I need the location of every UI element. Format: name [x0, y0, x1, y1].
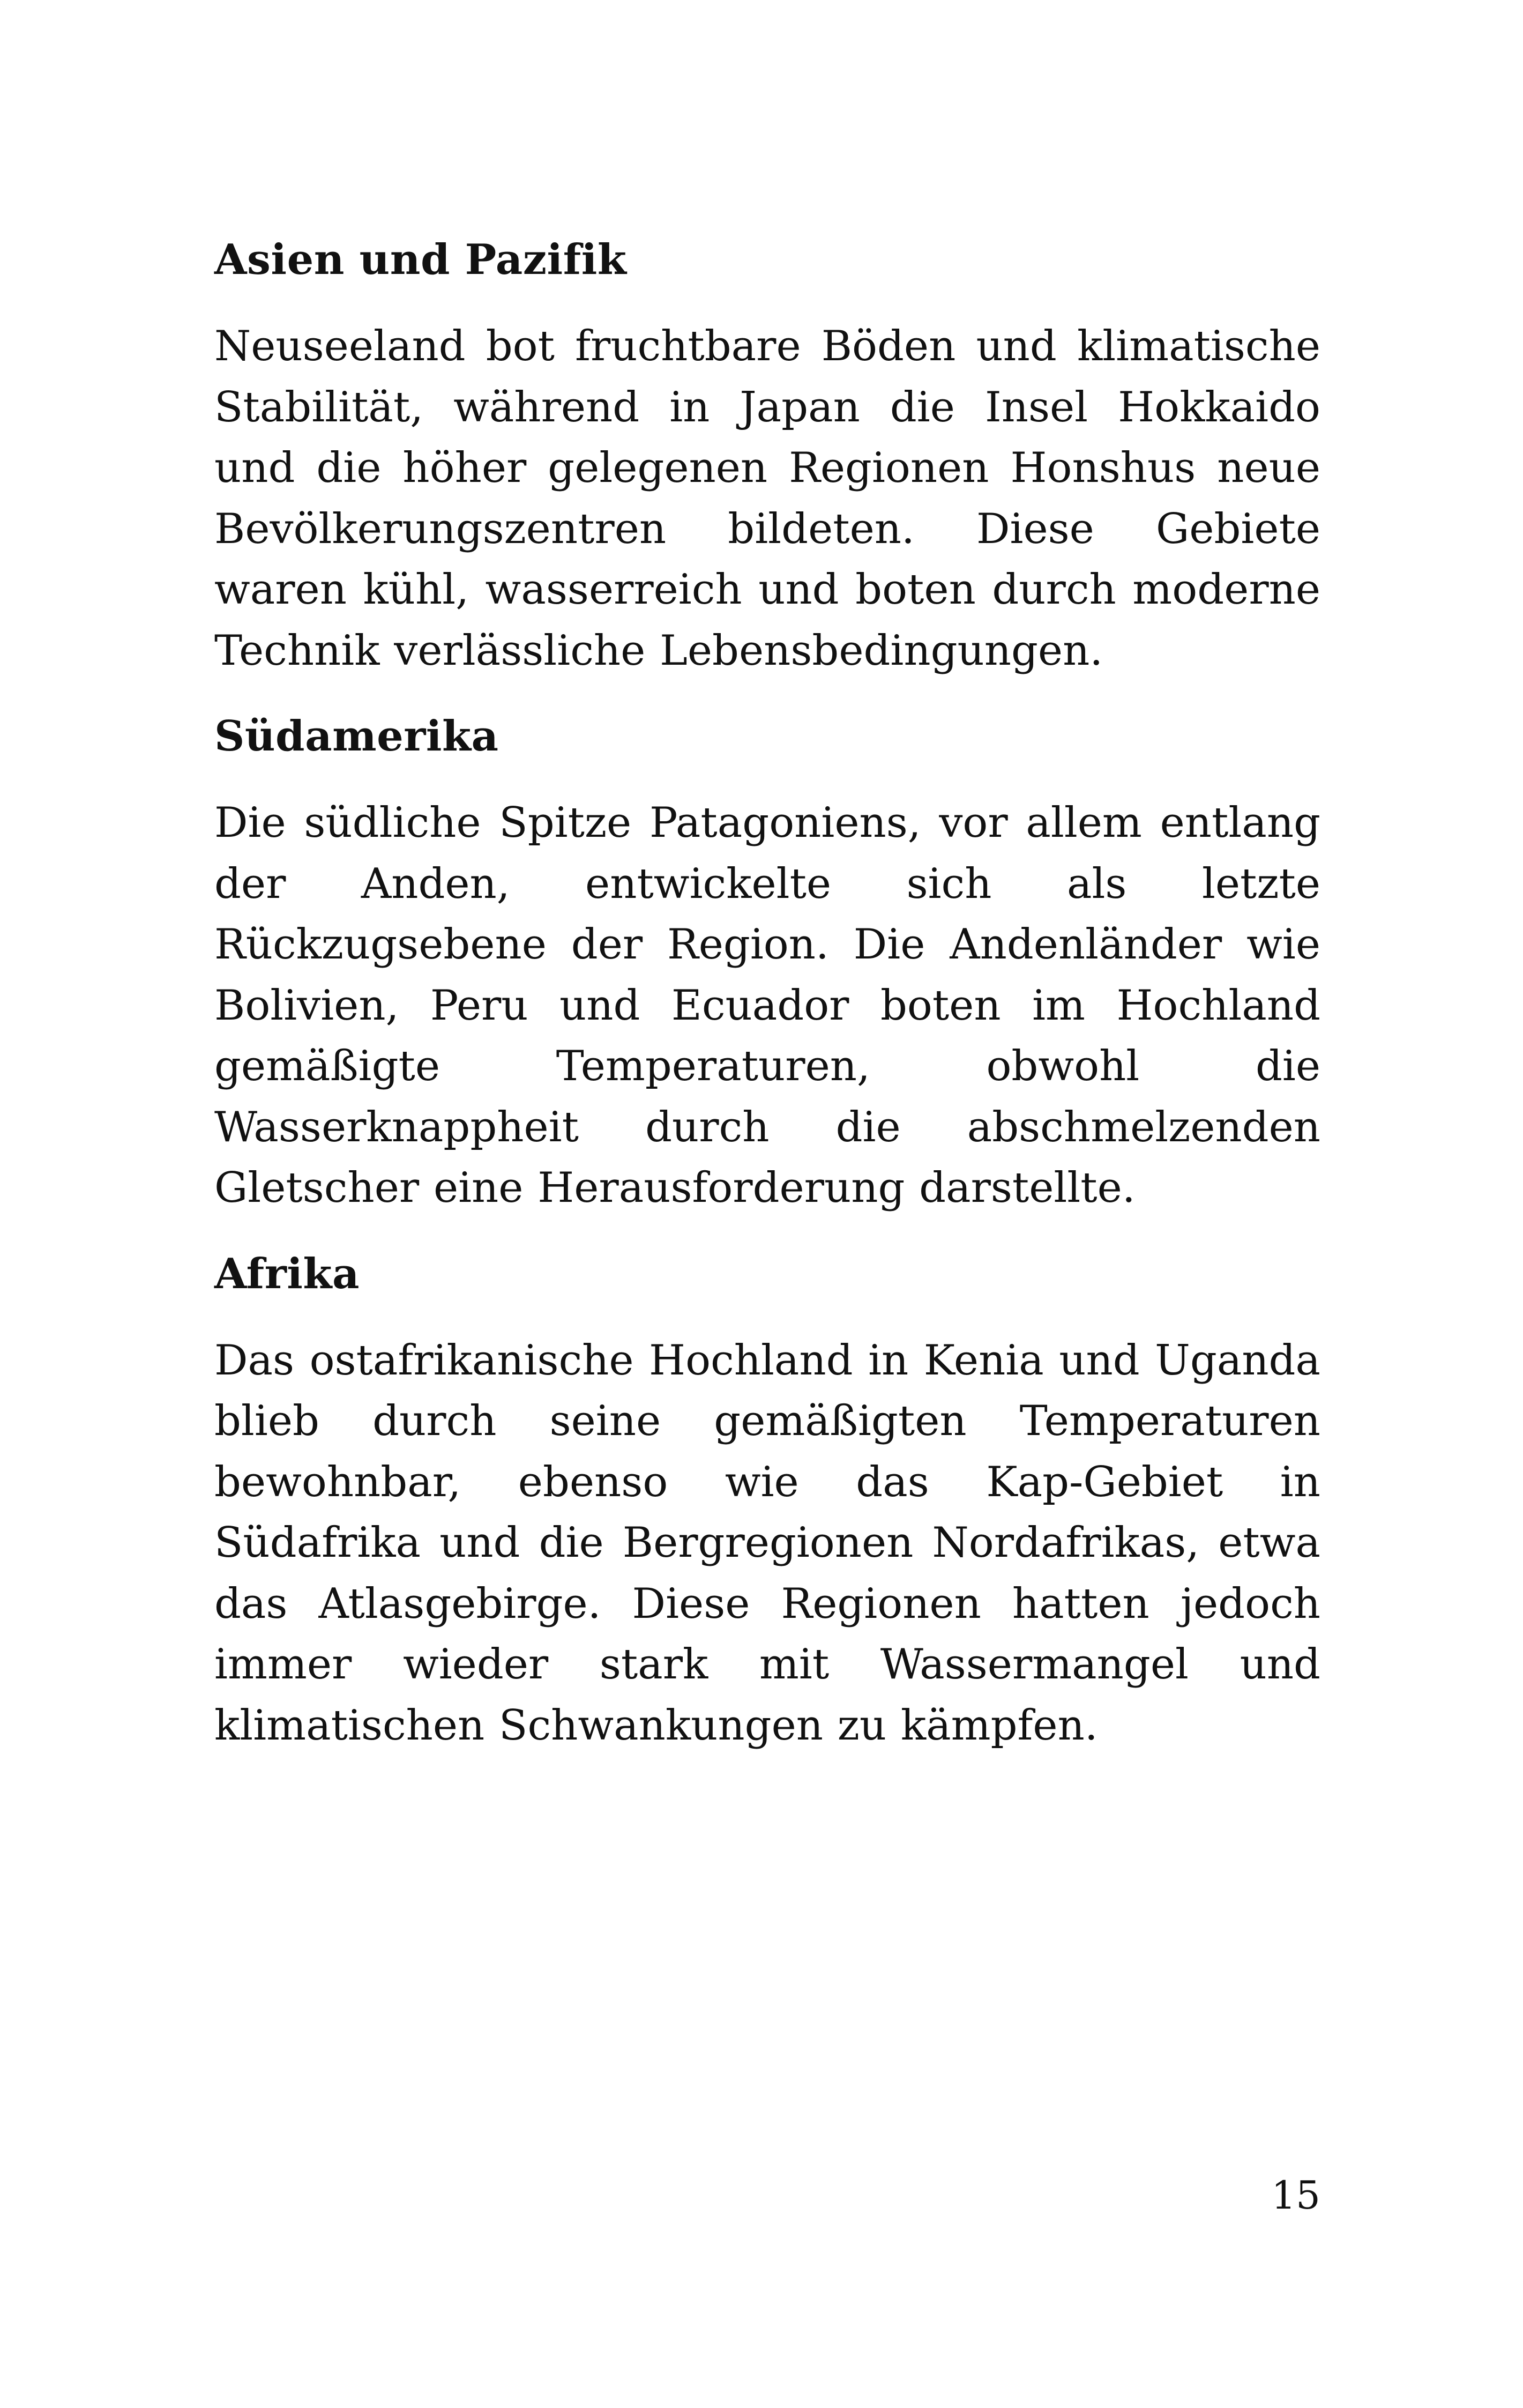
- page-number: 15: [1271, 2173, 1320, 2218]
- page-content: [214, 231, 1320, 1782]
- section-heading-south-america: Südamerika: [214, 712, 499, 761]
- section-heading-africa: Afrika: [214, 1249, 360, 1298]
- section-paragraph-africa: Das ostafrikanische Hochland in Kenia und Uganda blieb durch seine gemäßigten Temperaturen bewohnbar, ebenso wie das Kap-Gebiet in Südafrika und die Bergregionen Nordafrikas, etwa das Atlasgebirge. Diese Regionen hatten jedoch immer wieder stark mit Wassermangel und klimatischen Schwankungen zu kämpfen.: [214, 1336, 1320, 1750]
- section-paragraph-south-america: Die südliche Spitze Patagoniens, vor allem entlang der Anden, entwickelte sich als letzte Rückzugsebene der Region. Die Andenländer wie Bolivien, Peru und Ecuador boten im Hochland gemäßigte Temperaturen, obwohl die Wasserknappheit durch die abschmelzenden Gletscher eine Herausforderung darstellte.: [214, 799, 1320, 1212]
- section-paragraph-asia-pacific: Neuseeland bot fruchtbare Böden und klimatische Stabilität, während in Japan die Insel Hokkaido und die höher gelegenen Regionen Honshus neue Bevölkerungszentren bildeten. Diese Gebiete waren kühl, wasserreich und boten durch moderne Technik verlässliche Lebensbedingungen.: [214, 322, 1320, 675]
- section-heading-asia-pacific: Asien und Pazifik: [214, 235, 627, 284]
